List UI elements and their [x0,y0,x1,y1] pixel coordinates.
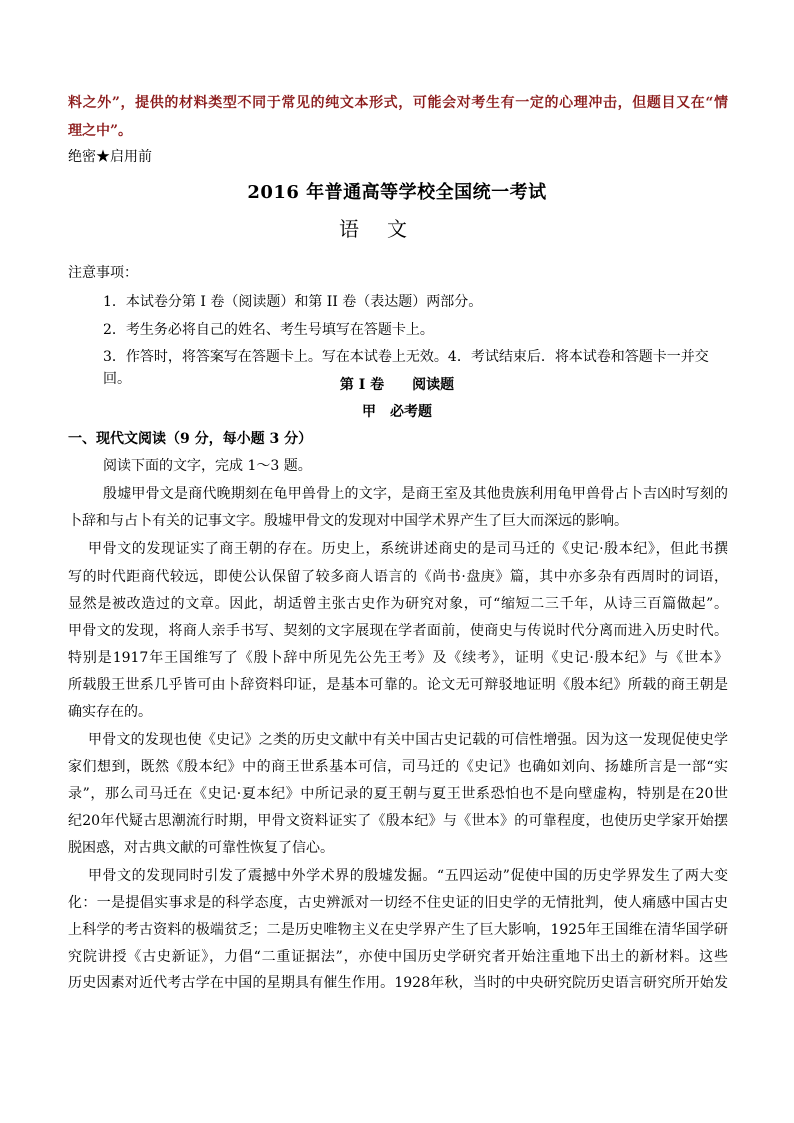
confidential-label: 绝密★启用前 [68,149,152,165]
notice-item: 3．作答时，将答案写在答题卡上。写在本试卷上无效。4．考试结束后．将本试卷和答题卡一并交回。 [103,349,709,387]
subject-title: 语 文 [339,217,411,241]
passage-line: 卜辞和与占卜有关的记事文字。殷墟甲骨文的发现对中国学术界产生了巨大而深远的影响。 [68,513,628,529]
notice-heading: 注意事项： [68,265,138,281]
part-heading: 甲 必考题 [362,404,432,420]
passage-line: 上科学的考古资料的极端贫乏；二是历史唯物主义在史学界产生了巨大影响，1925年王国维在清华国学研 [68,922,728,938]
passage-line: 甲骨文的发现，将商人亲手书写、契刻的文字展现在学者面前，使商史与传说时代分离而进入历史时代。 [68,623,728,639]
question-group-heading: 一、现代文阅读（9 分，每小题 3 分） [68,431,313,447]
exam-title: 2016 年普通高等学校全国统一考试 [247,182,547,203]
notice-item: 2．考生务必将自己的姓名、考生号填写在答题卡上。 [103,322,434,338]
passage-line: 录”，那么司马迁在《史记·夏本纪》中所记录的夏王朝与夏王世系恐怕也不是向壁虚构，特别是在20世 [68,786,728,802]
passage-line: 历史因素对近代考古学在中国的星期具有催生作用。1928年秋，当时的中央研究院历史语言研究所开始发 [68,975,728,991]
passage-line: 特别是1917年王国维写了《殷卜辞中所见先公先王考》及《续考》，证明《史记·殷本纪》与《世本》 [68,650,728,666]
passage-line: 殷墟甲骨文是商代晚期刻在龟甲兽骨上的文字，是商王室及其他贵族利用龟甲兽骨占卜吉凶时写刻的 [103,486,728,502]
passage-line: 甲骨文的发现也使《史记》之类的历史文献中有关中国古史记载的可信性增强。因为这一发现促使史学 [88,732,728,748]
passage-line: 究院讲授《古史新证》，力倡“二重证据法”，亦使中国历史学研究者开始注重地下出土的新材料。这些 [68,949,728,965]
passage-line: 纪20年代疑古思潮流行时期，甲骨文资料证实了《殷本纪》与《世本》的可靠程度，也使历史学家开始摆 [68,813,728,829]
passage-line: 甲骨文的发现同时引发了震撼中外学术界的殷墟发掘。“五四运动”促使中国的历史学界发生了两大变 [88,868,728,884]
passage-line: 显然是被改造过的文章。因此，胡适曾主张古史作为研究对象，可“缩短二三千年，从诗三百篇做起”。 [68,596,728,612]
passage-line: 家们想到，既然《殷本纪》中的商王世系基本可信，司马迁的《史记》也确如刘向、扬雄所言是一部“实 [68,759,728,775]
passage-line: 化：一是提倡实事求是的科学态度，古史辨派对一切经不住史证的旧史学的无情批判，使人痛感中国古史 [68,895,728,911]
intro-note-line: 料之外”，提供的材料类型不同于常见的纯文本形式，可能会对考生有一定的心理冲击，但题目又在“情 [68,95,728,111]
notice-item: 1．本试卷分第 I 卷（阅读题）和第 II 卷（表达题）两部分。 [103,294,483,310]
passage-line: 写的时代距商代较远，即使公认保留了较多商人语言的《尚书·盘庚》篇，其中亦多杂有西周时的词语， [68,569,728,585]
passage-line: 确实存在的。 [68,704,152,720]
volume-heading: 第 I 卷 阅读题 [339,377,455,393]
passage-line: 所载殷王世系几乎皆可由卜辞资料印证，是基本可靠的。论文无可辩驳地证明《殷本纪》所载的商王朝是 [68,677,728,693]
passage-line: 甲骨文的发现证实了商王朝的存在。历史上，系统讲述商史的是司马迁的《史记·殷本纪》，但此书撰 [88,541,728,557]
intro-note-line: 理之中”。 [68,123,133,139]
passage-line: 脱困惑，对古典文献的可靠性恢复了信心。 [68,840,334,856]
reading-instruction: 阅读下面的文字，完成 1～3 题。 [103,458,312,474]
